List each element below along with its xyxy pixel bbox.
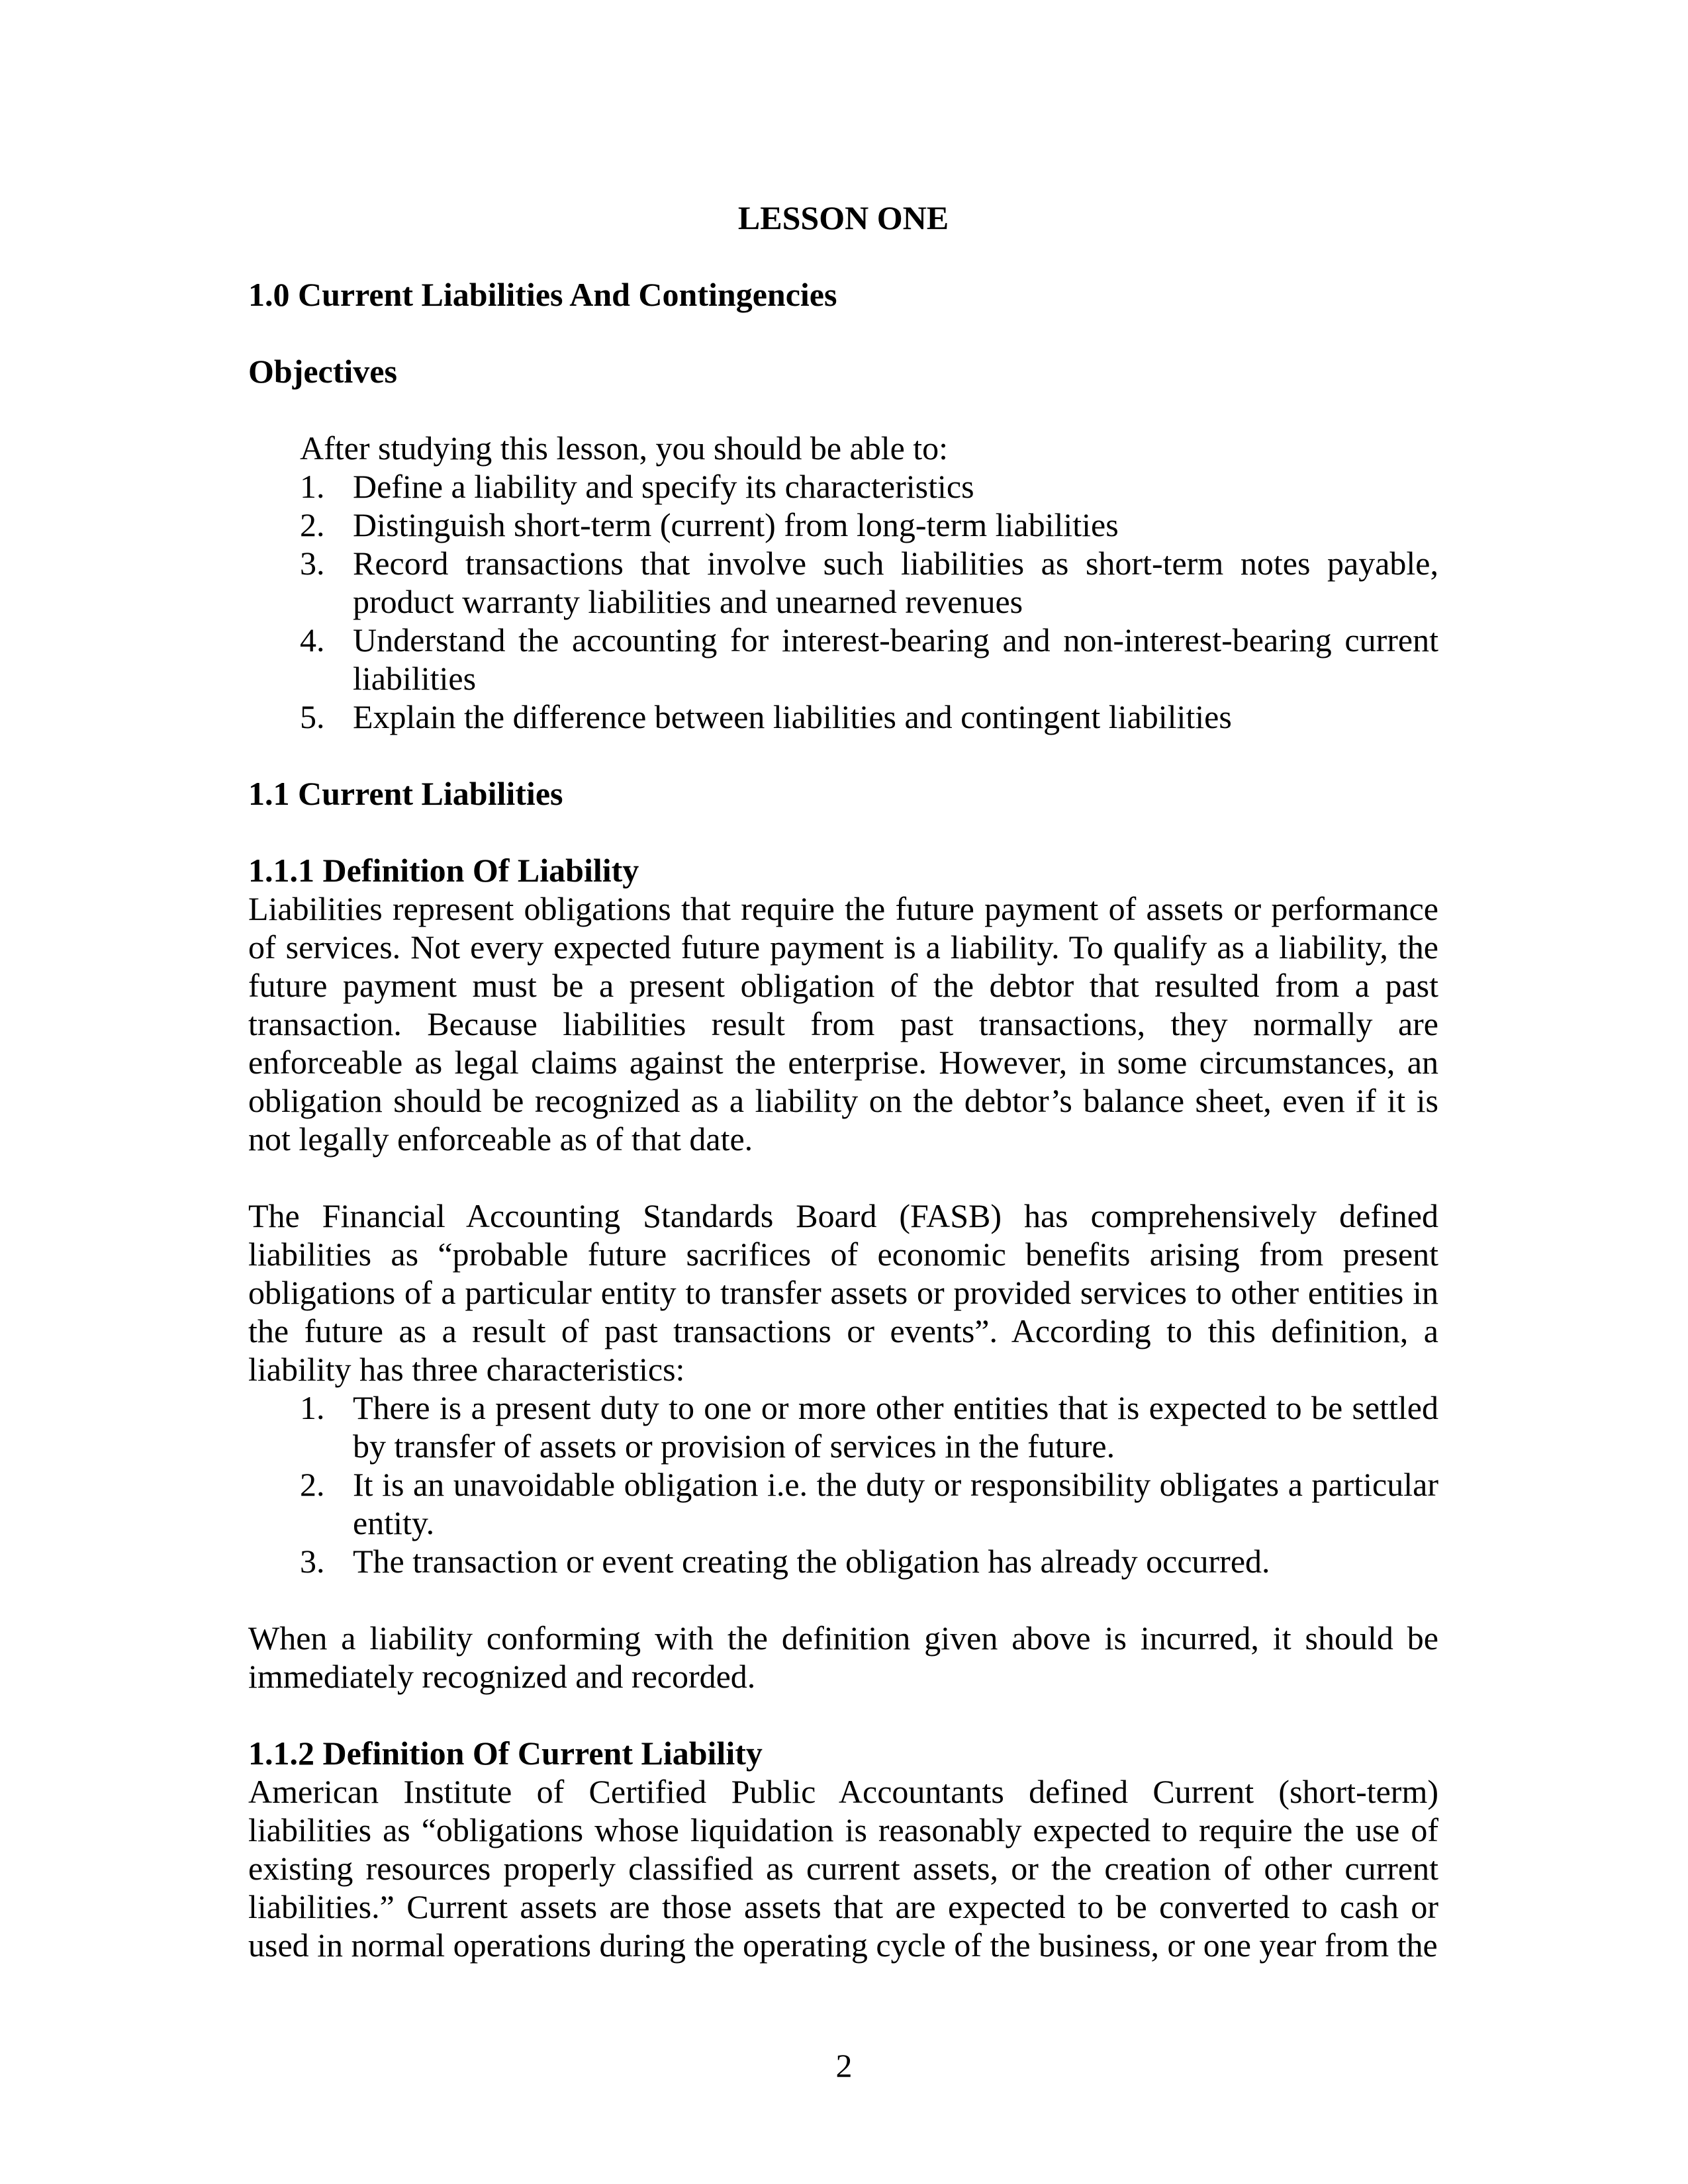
page-content [248,199,1438,1964]
objective-item [248,621,1438,698]
objective-item-text: Define a liability and specify its characteristics [353,468,974,505]
heading-1-1-1-definition-of-liability: 1.1.1 Definition Of Liability [248,852,639,889]
objective-item [248,544,1438,621]
page-number: 2 [835,2047,853,2084]
lesson-title: LESSON ONE [737,199,949,236]
para-definition-liability: Liabilities represent obligations that require the future payment of assets or performance of services. Not every expected future payment is a liability. To qualify as a liability, the future payment must be a present obligation of the debtor that resulted from a past transaction. Because liabilities result from past transactions, they normally are enforceable as legal claims against the enterprise. However, in some circumstances, an obligation should be recognized as a liability on the debtor’s balance sheet, even if it is not legally enforceable as of that date. [248,890,1438,1158]
para-fasb-definition: The Financial Accounting Standards Board (FASB) has comprehensively defined liabilities as “probable future sacrifices of economic benefits arising from present obligations of a particular entity to transfer assets or provided services to other entities in the future as a result of past transactions or events”. According to this definition, a liability has three characteristics: [248,1197,1438,1388]
objective-item-text: Record transactions that involve such liabilities as short-term notes payable, product warranty liabilities and unearned revenues [353,545,1438,620]
objective-item-text: Understand the accounting for interest-bearing and non-interest-bearing current liabilities [353,621,1438,697]
heading-current-liabilities-and-contingencies: 1.0 Current Liabilities And Contingencies [248,276,837,313]
characteristic-item-text: There is a present duty to one or more other entities that is expected to be settled by transfer of assets or provision of services in the future. [353,1389,1438,1465]
objective-item-number: 4. [300,621,325,659]
objective-item-number: 1. [300,468,325,505]
para-current-liability-definition: American Institute of Certified Public Accountants defined Current (short-term) liabilities as “obligations whose liquidation is reasonably expected to require the use of existing resources properly classified as current assets, or the creation of other current liabilities.” Current assets are those assets that are expected to be converted to cash or used in normal operations during the operating cycle of the business, or one year from the [248,1773,1438,1964]
objectives-list [248,467,1438,736]
heading-1-1-current-liabilities: 1.1 Current Liabilities [248,775,563,812]
objective-item [248,506,1438,544]
objective-item-number: 2. [300,506,325,543]
objectives-intro: After studying this lesson, you should be able to: [300,430,949,467]
objective-item-number: 3. [300,545,325,582]
objective-item [248,698,1438,736]
heading-1-1-2-definition-of-current-liability: 1.1.2 Definition Of Current Liability [248,1735,763,1772]
objective-item [248,467,1438,506]
characteristic-item-number: 2. [300,1466,325,1503]
characteristic-item [248,1388,1438,1465]
characteristic-item-number: 1. [300,1389,325,1426]
characteristic-item [248,1465,1438,1542]
heading-objectives: Objectives [248,353,397,390]
objective-item-number: 5. [300,698,325,735]
characteristic-item [248,1542,1438,1580]
para-liability-recognition: When a liability conforming with the definition given above is incurred, it should be immediately recognized and recorded. [248,1619,1438,1695]
characteristic-item-text: The transaction or event creating the obligation has already occurred. [353,1543,1270,1580]
objective-item-text: Explain the difference between liabilities and contingent liabilities [353,698,1232,735]
characteristic-item-number: 3. [300,1543,325,1580]
characteristics-list [248,1388,1438,1580]
objective-item-text: Distinguish short-term (current) from long-term liabilities [353,506,1119,543]
characteristic-item-text: It is an unavoidable obligation i.e. the duty or responsibility obligates a particular entity. [353,1466,1438,1541]
